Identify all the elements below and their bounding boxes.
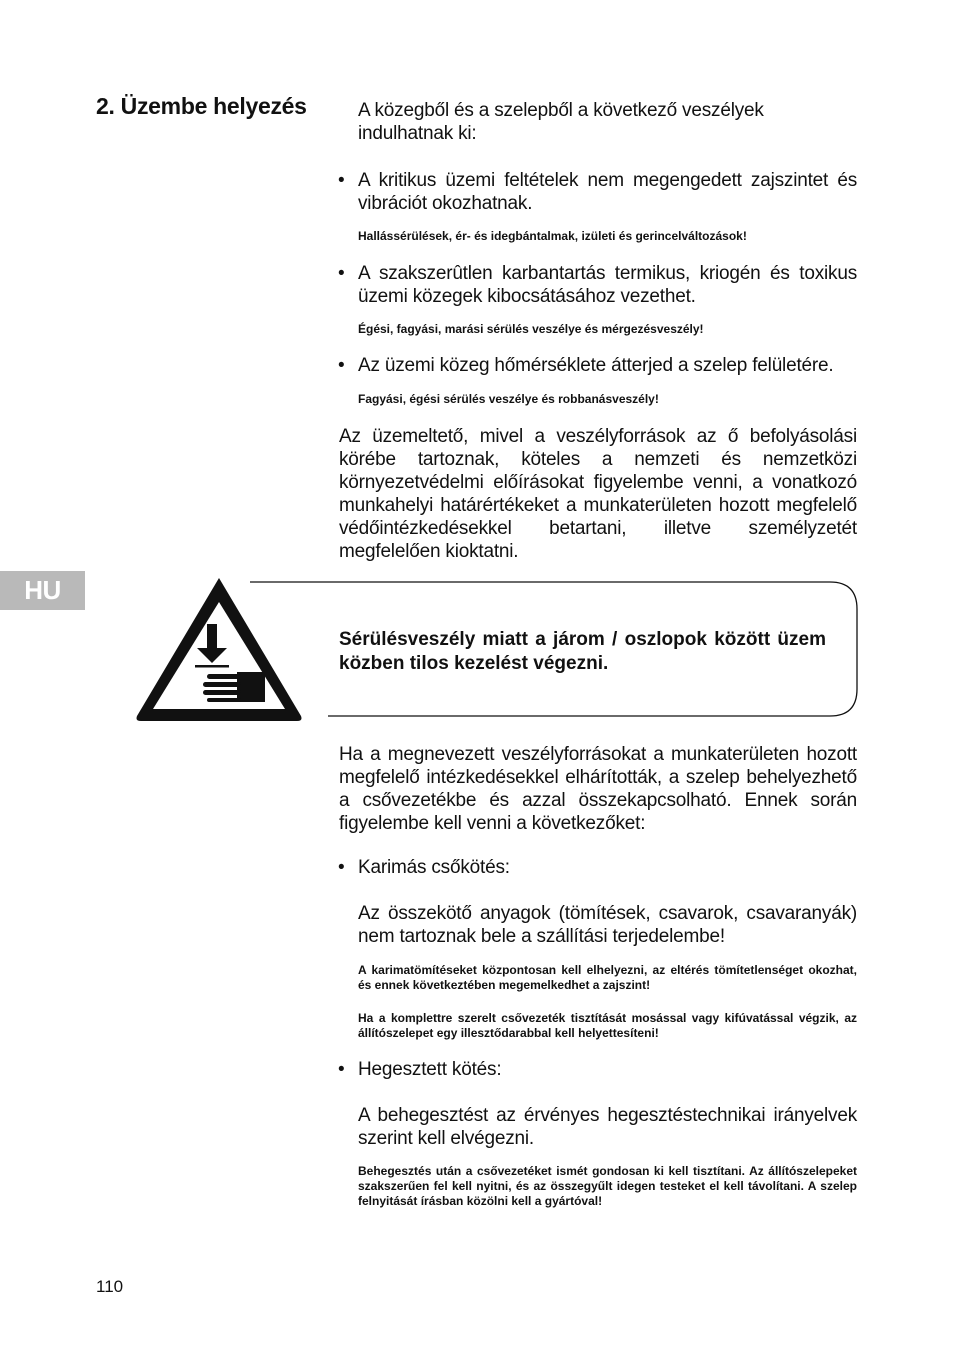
bullet-dot: •: [338, 355, 345, 376]
flange-warning-1: A karimatömítéseket központosan kell elhelyezni, az eltérés tömítetlenséget okozhat, és ennek következtében megemelkedhet a zajszint!: [358, 963, 857, 992]
welded-text: A behegesztést az érvényes hegesztéstechnikai irányelvek szerint kell elvégezni.: [358, 1105, 857, 1149]
flange-text: Az összekötő anyagok (tömítések, csavarok, csavaranyák) nem tartoznak bele a szállítási terjedelembe!: [358, 903, 857, 947]
installation-paragraph: Ha a megnevezett veszélyforrásokat a munkaterületen hozott megfelelő intézkedésekkel elhárították, a szelep behelyezhető a csővezetékbe és azzal összekapcsolható. Ennek során figyelembe kell venni a következőket:: [339, 744, 857, 834]
bullet-dot: •: [338, 857, 345, 878]
hazard-2-text: A szakszerûtlen karbantartás termikus, kriogén és toxikus üzemi közegek kibocsátásához vezethet.: [358, 263, 857, 307]
hand-crush-warning-icon: [133, 574, 305, 724]
section-title: 2. Üzembe helyezés: [96, 93, 307, 119]
hazard-2-warning: Égési, fagyási, marási sérülés veszélye és mérgezésveszély!: [358, 322, 704, 336]
welded-label: Hegesztett kötés:: [358, 1059, 502, 1080]
intro-text: A közegből és a szelepből a következő veszélyek indulhatnak ki:: [358, 100, 764, 144]
bullet-dot: •: [338, 1059, 345, 1080]
hazard-1-text: A kritikus üzemi feltételek nem megengedett zajszintet és vibrációt okozhatnak.: [358, 170, 857, 214]
flange-label: Karimás csőkötés:: [358, 857, 510, 878]
language-tab: HU: [0, 571, 85, 610]
flange-warning-2: Ha a komplettre szerelt csővezeték tisztítását mosással vagy kifúvatással végzik, az állítószelepet egy illesztődarabbal kell helyettesíteni!: [358, 1011, 857, 1040]
operator-paragraph: Az üzemeltető, mivel a veszélyforrások az ő befolyásolási körébe tartoznak, köteles a nemzeti és nemzetközi környezetvédelmi előírásokat figyelembe venni, a vonatkozó munkahelyi határértékeket a munkaterületen hozott megfelelő védőintézkedésekkel betartani, illetve személyzetét megfelelően kioktatni.: [339, 426, 857, 562]
callout-warning-text: Sérülésveszély miatt a járom / oszlopok között üzem közben tilos kezelést végezni.: [339, 629, 826, 674]
hazard-1-warning: Hallássérülések, ér- és idegbántalmak, izületi és gerincelváltozások!: [358, 229, 747, 243]
welded-warning: Behegesztés után a csővezetéket ismét gondosan ki kell tisztítani. Az állítószelepeket szakszerűen fel kell nyitni, és az összegyűlt idegen testeket el kell távolítani. A szelep felnyitását írásban közölni kell a gyártóval!: [358, 1164, 857, 1208]
page-number: 110: [96, 1277, 124, 1296]
bullet-dot: •: [338, 170, 345, 191]
hazard-3-warning: Fagyási, égési sérülés veszélye és robbanásveszély!: [358, 392, 659, 406]
hazard-3-text: Az üzemi közeg hőmérséklete átterjed a szelep felületére.: [358, 355, 834, 376]
bullet-dot: •: [338, 263, 345, 284]
